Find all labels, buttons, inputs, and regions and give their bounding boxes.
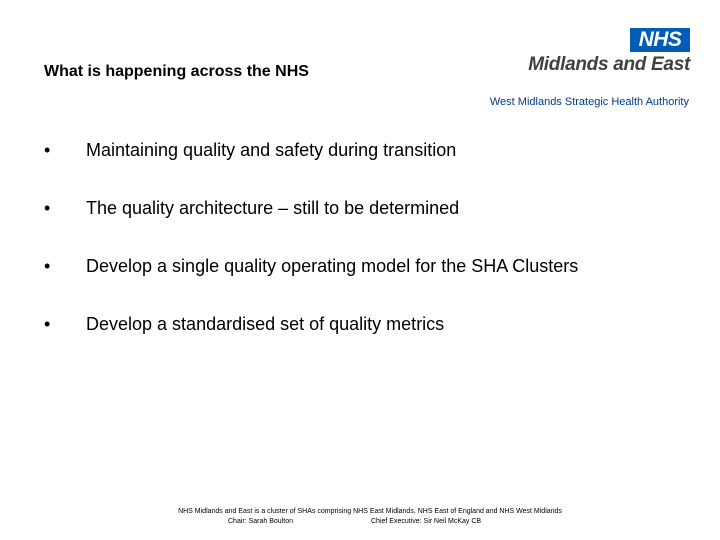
bullet-text: Develop a standardised set of quality metrics — [86, 314, 445, 334]
footer-chief-executive: Chief Executive: Sir Neil McKay CB — [371, 518, 482, 525]
bullet-symbol: • — [44, 314, 51, 334]
bullet-symbol: • — [44, 198, 51, 218]
bullet-text: Develop a single quality operating model for the SHA Clusters — [86, 256, 579, 276]
bullet-text: Maintaining quality and safety during transition — [86, 140, 457, 160]
footer-officers — [150, 517, 590, 527]
bullet-symbol: • — [44, 256, 51, 276]
nhs-logo-region: Midlands and East — [528, 54, 690, 75]
footer-cluster-note: NHS Midlands and East is a cluster of SHAs comprising NHS East Midlands, NHS East of England and NHS West Midlands — [178, 508, 562, 515]
footer-chair: Chair: Sarah Boulton — [228, 518, 293, 525]
nhs-logo — [516, 28, 692, 76]
nhs-logo-box: NHS — [630, 28, 690, 52]
bullet-text: The quality architecture – still to be determined — [86, 198, 460, 218]
slide-title: What is happening across the NHS — [44, 63, 309, 80]
bullet-symbol: • — [44, 140, 51, 160]
sha-name: West Midlands Strategic Health Authority — [489, 96, 689, 108]
footer — [150, 507, 590, 527]
